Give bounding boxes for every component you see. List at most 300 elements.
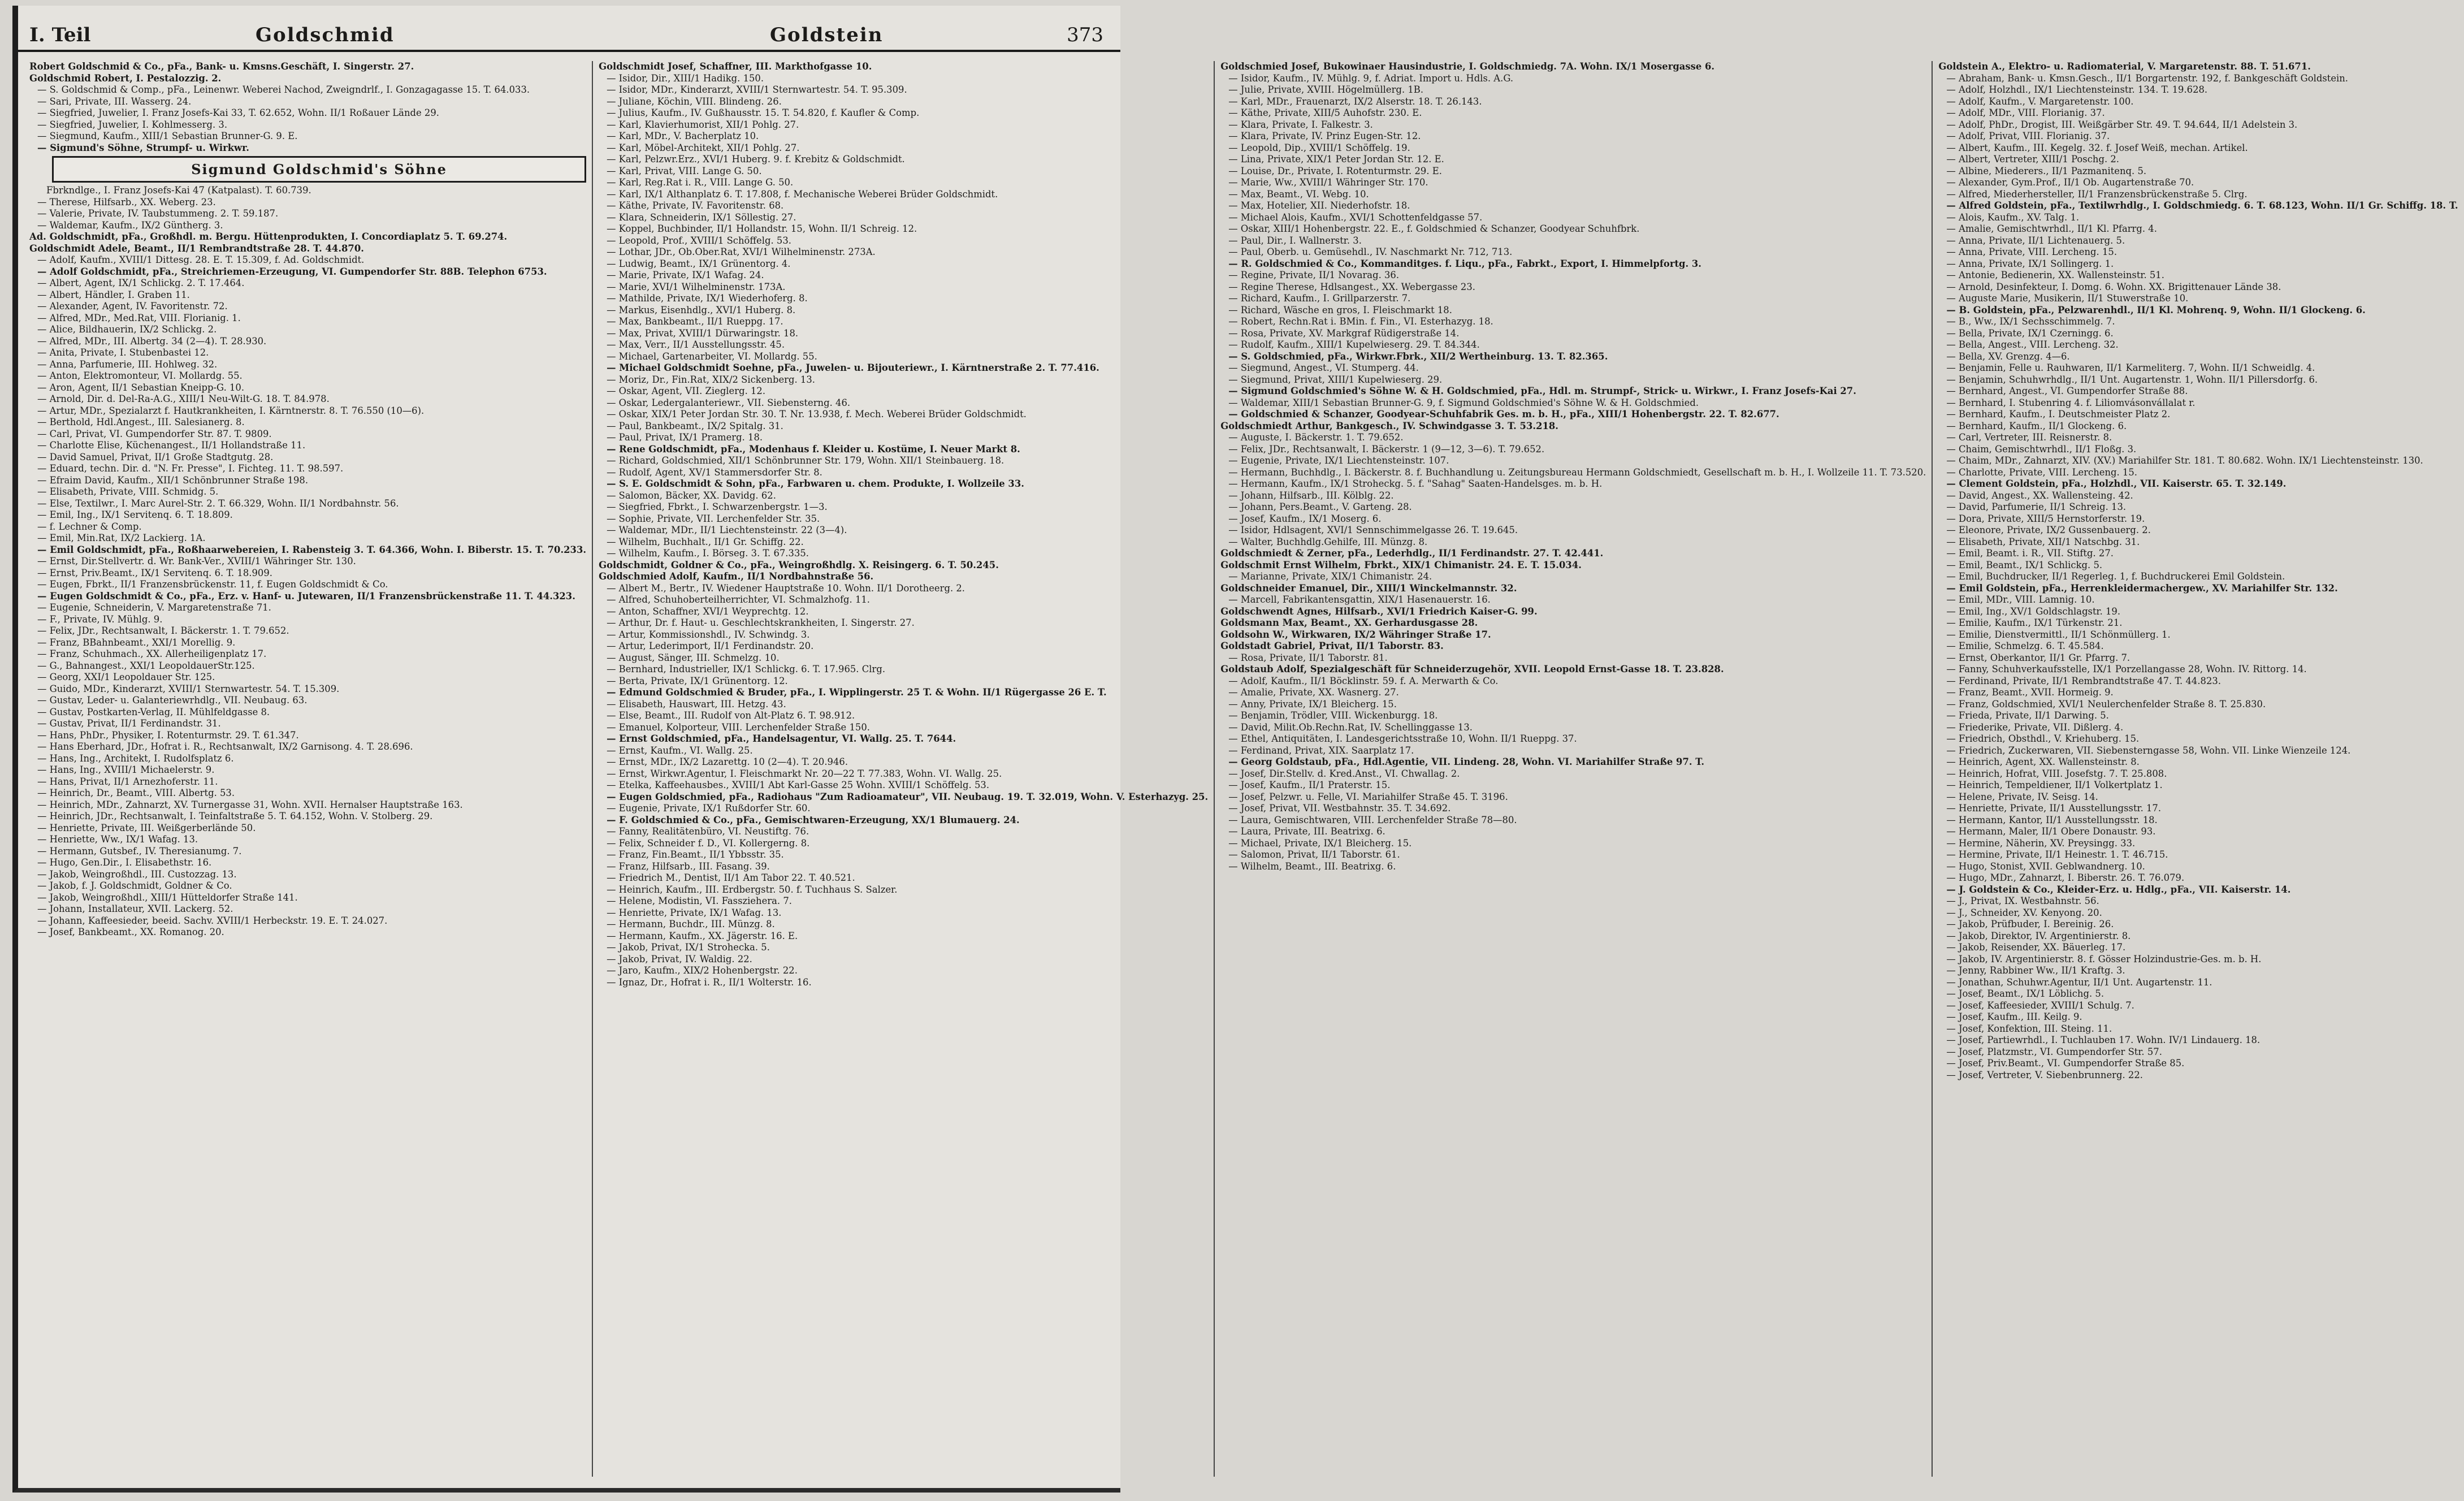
directory-entry: — Henriette, Private, IX/1 Wafag. 13. [607,907,782,918]
directory-entry: — Artur, Kommissionshdl., IV. Schwindg. 3. [607,629,810,640]
directory-entry: — Richard, Wäsche en gros, I. Fleischmarkt 18. [1228,304,1452,315]
directory-entry: — Louise, Dr., Private, I. Rotenturmstr. 29. E. [1228,165,1442,176]
column-4 [1933,61,2463,1477]
directory-heading-entry: — Edmund Goldschmied & Bruder, pFa., I. Wipplingerstr. 25 T. & Wohn. II/1 Rügergasse 26 E. T. [607,687,1107,698]
directory-entry: — Valerie, Private, IV. Taubstummeng. 2. T. 59.187. [37,208,279,219]
directory-entry: — Josef, Kaffeesieder, XVIII/1 Schulg. 7. [1946,1000,2134,1011]
directory-entry: — Josef, Dir.Stellv. d. Kred.Anst., VI. Chwallag. 2. [1228,768,1460,779]
column-2 [593,61,1215,1477]
directory-entry: — Karl, Möbel-Architekt, XII/1 Pohlg. 27. [607,142,800,153]
directory-entry: — Berta, Private, IX/1 Grünentorg. 12. [607,675,788,686]
directory-entry: — Bernhard, Industrieller, IX/1 Schlickg. 6. T. 17.965. Clrg. [607,664,886,674]
directory-entry: — Bella, Angest., VIII. Lercheng. 32. [1946,339,2119,350]
directory-entry: — Bernhard, Angest., VI. Gumpendorfer Straße 88. [1946,386,2188,396]
directory-entry: — Benjamin, Trödler, VIII. Wickenburgg. 18. [1228,710,1438,721]
directory-entry: — Hermann, Gutsbef., IV. Theresianumg. 7. [37,845,242,857]
column-3 [1215,61,1933,1477]
directory-entry: — Siegmund, Kaufm., XIII/1 Sebastian Brunner-G. 9. E. [37,131,298,141]
directory-entry: — Bernhard, Kaufm., II/1 Glockeng. 6. [1946,420,2127,431]
directory-entry: — Rudolf, Agent, XV/1 Stammersdorfer Str. 8. [607,466,822,478]
directory-entry: — Adolf, Holzhdl., IX/1 Liechtensteinstr. 134. T. 19.628. [1946,84,2208,95]
directory-entry: — Ferdinand, Privat, XIX. Saarplatz 17. [1228,745,1414,756]
directory-heading-entry: — Sigmund's Söhne, Strumpf- u. Wirkwr. [37,142,250,153]
directory-entry: — Josef, Kaufm., IX/1 Moserg. 6. [1228,513,1382,524]
directory-entry: — Karl, MDr., Frauenarzt, IX/2 Alserstr. 18. T. 26.143. [1228,96,1482,107]
directory-heading-entry: Goldstaub Adolf, Spezialgeschäft für Schneiderzugehör, XVII. Leopold Ernst-Gasse 18. T. 23.828. [1220,664,1724,674]
page-header [18,16,1120,52]
directory-entry: — Henriette, Private, II/1 Ausstellungsstr. 17. [1946,803,2162,814]
directory-entry: — Albert, Kaufm., III. Kegelg. 32. f. Josef Weiß, mechan. Artikel. [1946,142,2248,153]
directory-heading-entry: — Emil Goldschmidt, pFa., Roßhaarwebereien, I. Rabensteig 3. T. 64.366, Wohn. I. Biberstr. 15. T. 70.233. [37,544,587,555]
directory-entry: — Alfred, MDr., III. Albertg. 34 (2—4). T. 28.930. [37,335,267,347]
directory-entry: — Jaro, Kaufm., XIX/2 Hohenbergstr. 22. [607,965,798,976]
directory-entry: — Alfred, Schuhoberteilherrichter, VI. Schmalzhofg. 11. [607,594,871,605]
directory-entry: — Hans, PhDr., Physiker, I. Rotenturmstr. 29. T. 61.347. [37,729,299,741]
directory-entry: — Siegfried, Juwelier, I. Franz Josefs-Kai 33, T. 62.652, Wohn. II/1 Roßauer Lände 29. [37,107,439,118]
directory-entry: — Heinrich, Hofrat, VIII. Josefstg. 7. T. 25.808. [1946,768,2167,779]
directory-entry: — Klara, Schneiderin, IX/1 Söllestig. 27. [607,211,796,223]
directory-entry: — Josef, Bankbeamt., XX. Romanog. 20. [37,927,224,937]
directory-entry: — J., Privat, IX. Westbahnstr. 56. [1946,896,2099,906]
directory-heading-entry: — Eugen Goldschmied, pFa., Radiohaus "Zum Radioamateur", VII. Neubaug. 19. T. 32.019, Wohn. V. Esterhazyg. 25. [607,791,1209,802]
directory-entry: — Leopold, Prof., XVIII/1 Schöffelg. 53. [607,235,791,246]
directory-entry: — Ernst, Kaufm., VI. Wallg. 25. [607,745,753,756]
directory-entry: — J., Schneider, XV. Kenyong. 20. [1946,907,2102,918]
directory-entry: — David Samuel, Privat, II/1 Große Stadtgutg. 28. [37,451,274,462]
directory-entry: — Anna, Private, VIII. Lercheng. 15. [1946,246,2117,257]
directory-entry: — Jakob, Reisender, XX. Bäuerleg. 17. [1946,942,2126,953]
directory-entry: — Hermine, Näherin, XV. Preysingg. 33. [1946,837,2136,849]
directory-entry: — Alois, Kaufm., XV. Talg. 1. [1946,211,2080,223]
directory-entry: — Waldemar, MDr., II/1 Liechtensteinstr. 22 (3—4). [607,525,847,535]
directory-entry: — Ernst, Wirkwr.Agentur, I. Fleischmarkt Nr. 20—22 T. 77.383, Wohn. VI. Wallg. 25. [607,768,1002,779]
directory-entry: — Albert, Vertreter, XIII/1 Poschg. 2. [1946,154,2120,165]
directory-entry: — Artur, Lederimport, II/1 Ferdinandstr. 20. [607,641,814,651]
directory-entry: — Hermann, Buchhdlg., I. Bäckerstr. 8. f. Buchhandlung u. Zeitungsbureau Hermann Goldschmiedt, Gesellschaft m. b. H., I. Wollzeile 11. T. 73.520. [1228,466,1926,478]
directory-entry: — Hans, Ing., XVIII/1 Michaelerstr. 9. [37,764,215,775]
directory-entry: — Isidor, Dir., XIII/1 Hadikg. 150. [607,72,764,84]
directory-entry: — Eleonore, Private, IX/2 Gussenbauerg. 2. [1946,525,2151,535]
directory-entry: — Amalie, Gemischtwrhdl., II/1 Kl. Pfarrg. 4. [1946,223,2157,234]
directory-entry: — Julius, Kaufm., IV. Gußhausstr. 15. T. 54.820, f. Kaufler & Comp. [607,107,920,118]
directory-entry: — Antonie, Bedienerin, XX. Wallensteinstr. 51. [1946,270,2164,280]
directory-entry: — Friedrich, Zuckerwaren, VII. Siebensterngasse 58, Wohn. VII. Linke Wienzeile 124. [1946,745,2351,756]
directory-entry: — Emil, Beamt. i. R., VII. Stiftg. 27. [1946,548,2114,559]
directory-entry: — Oskar, XIII/1 Hohenbergstr. 22. E., f. Goldschmied & Schanzer, Goodyear Schuhfbrk. [1228,223,1640,234]
directory-entry: — Josef, Konfektion, III. Steing. 11. [1946,1023,2112,1034]
directory-entry: — Felix, JDr., Rechtsanwalt, I. Bäckerstr. 1. T. 79.652. [37,625,289,636]
directory-entry: — Jakob, f. J. Goldschmidt, Goldner & Co. [37,880,232,891]
directory-entry: — Ignaz, Dr., Hofrat i. R., II/1 Wolterstr. 16. [607,976,812,988]
directory-heading-entry: — J. Goldstein & Co., Kleider-Erz. u. Hdlg., pFa., VII. Kaiserstr. 14. [1946,884,2291,895]
directory-entry: — Henriette, Ww., IX/1 Wafag. 13. [37,834,198,845]
directory-entry: — Anna, Parfumerie, III. Hohlweg. 32. [37,358,218,370]
directory-entry: — Anna, Private, IX/1 Sollingerg. 1. [1946,258,2114,269]
directory-entry: — Josef, Partiewrhdl., I. Tuchlauben 17. Wohn. IV/1 Lindauerg. 18. [1946,1035,2261,1045]
directory-entry: — Jakob, Prüfbuder, I. Bereinig. 26. [1946,919,2114,929]
directory-entry: — F., Private, IV. Mühlg. 9. [37,613,163,625]
directory-entry: — Elisabeth, Private, XII/1 Natschbg. 31. [1946,536,2140,547]
directory-entry: — B., Ww., IX/1 Sechsschimmelg. 7. [1946,316,2115,327]
directory-heading-entry: — Clement Goldstein, pFa., Holzhdl., VII. Kaiserstr. 65. T. 32.149. [1946,478,2287,489]
directory-entry: — Hugo, Gen.Dir., I. Elisabethstr. 16. [37,857,212,868]
directory-entry: — Emil, Buchdrucker, II/1 Regerleg. 1, f. Buchdruckerei Emil Goldstein. [1946,571,2285,582]
directory-entry: — Elisabeth, Hauswart, III. Hetzg. 43. [607,698,786,710]
directory-entry: — Charlotte, Private, VIII. Lercheng. 15. [1946,466,2137,478]
directory-entry: — Jonathan, Schuhwr.Agentur, II/1 Unt. Augartenstr. 11. [1946,976,2212,988]
directory-entry: — Laura, Private, III. Beatrixg. 6. [1228,826,1385,837]
directory-entry: — Johann, Pers.Beamt., V. Garteng. 28. [1228,501,1412,512]
directory-entry: — Regine Therese, Hdlsangest., XX. Webergasse 23. [1228,281,1475,292]
directory-heading-entry: Goldschmied Adolf, Kaufm., II/1 Nordbahnstraße 56. [599,571,874,582]
directory-entry: — Anton, Schaffner, XVI/1 Weyprechtg. 12. [607,605,809,617]
directory-entry: — Rosa, Private, XV. Markgraf Rüdigerstraße 14. [1228,327,1460,339]
directory-entry: — Friederike, Private, VII. Dißlerg. 4. [1946,721,2124,733]
directory-entry: — Helene, Modistin, VI. Fassziehera. 7. [607,896,792,906]
directory-entry: — Julie, Private, XVIII. Högelmüllerg. 1B. [1228,84,1424,95]
directory-entry: — Wilhelm, Buchhalt., II/1 Gr. Schiffg. 22. [607,536,804,547]
directory-entry: — Franz, Hilfsarb., III. Fasang. 39. [607,860,770,872]
directory-entry: — Karl, Pelzwr.Erz., XVI/1 Huberg. 9. f. Krebitz & Goldschmidt. [607,154,905,165]
directory-entry: — Emilie, Kaufm., IX/1 Türkenstr. 21. [1946,617,2123,628]
directory-entry: — Hermann, Maler, II/1 Obere Donaustr. 93. [1946,826,2156,837]
directory-entry: — Ethel, Antiquitäten, I. Landesgerichtsstraße 10, Wohn. II/1 Rueppg. 37. [1228,733,1577,744]
directory-entry: — Albert, Händler, I. Graben 11. [37,289,190,300]
directory-entry: — Albert, Agent, IX/1 Schlickg. 2. T. 17.464. [37,278,245,288]
directory-entry: — Max, Bankbeamt., II/1 Rueppg. 17. [607,316,783,327]
directory-entry: — Therese, Hilfsarb., XX. Weberg. 23. [37,196,216,207]
directory-entry: — Friedrich M., Dentist, II/1 Am Tabor 22. T. 40.521. [607,872,855,883]
directory-entry: — Georg, XXI/1 Leopoldauer Str. 125. [37,672,215,682]
directory-heading-entry: Goldschwendt Agnes, Hilfsarb., XVI/1 Friedrich Kaiser-G. 99. [1220,605,1538,617]
directory-entry: — Charlotte Elise, Küchenangest., II/1 Hollandstraße 11. [37,440,306,451]
running-head-left: Goldschmid [256,24,395,46]
directory-entry: — Johann, Installateur, XVII. Lackerg. 52. [37,903,233,914]
directory-heading-entry: — Eugen Goldschmidt & Co., pFa., Erz. v. Hanf- u. Jutewaren, II/1 Franzensbrückenstraße 11. T. 44.323. [37,590,575,602]
directory-entry: — Siegmund, Privat, XIII/1 Kupelwieserg. 29. [1228,374,1443,385]
directory-entry: — Efraim David, Kaufm., XII/1 Schönbrunner Straße 198. [37,474,309,486]
directory-entry: — Hermine, Private, II/1 Heinestr. 1. T. 46.715. [1946,849,2168,860]
directory-entry: — Fanny, Realitätenbüro, VI. Neustiftg. 76. [607,826,809,837]
directory-entry: — Heinrich, JDr., Rechtsanwalt, I. Teinfaltstraße 5. T. 64.152, Wohn. V. Stolberg. 29. [37,811,433,821]
directory-entry: — Carl, Vertreter, III. Reisnerstr. 8. [1946,432,2112,443]
directory-entry: — Klara, Private, IV. Prinz Eugen-Str. 12. [1228,131,1421,141]
directory-entry: — Markus, Eisenhdlg., XVI/1 Huberg. 8. [607,304,796,315]
directory-entry: — Franz, Fin.Beamt., II/1 Ybbsstr. 35. [607,849,784,860]
directory-entry: — Emilie, Schmelzg. 6. T. 45.584. [1946,641,2104,651]
directory-entry: — Mathilde, Private, IX/1 Wiederhoferg. 8. [607,293,808,304]
directory-heading-entry: — B. Goldstein, pFa., Pelzwarenhdl., II/1 Kl. Mohrenq. 9, Wohn. II/1 Glockeng. 6. [1946,304,2366,315]
directory-entry: — Adolf, PhDr., Drogist, III. Weißgärber Str. 49. T. 94.644, II/1 Adelstein 3. [1946,119,2298,130]
directory-entry: — Josef, Pelzwr. u. Felle, VI. Mariahilfer Straße 45. T. 3196. [1228,791,1508,802]
directory-entry: Fbrkndlge., I. Franz Josefs-Kai 47 (Katpalast). T. 60.739. [46,185,311,196]
directory-entry: — Etelka, Kaffeehausbes., XVIII/1 Abt Karl-Gasse 25 Wohn. XVIII/1 Schöffelg. 53. [607,780,990,790]
directory-entry: — Alexander, Agent, IV. Favoritenstr. 72. [37,301,228,312]
directory-entry: — Carl, Privat, VI. Gumpendorfer Str. 87. T. 9809. [37,428,272,439]
directory-entry: — Anna, Private, II/1 Lichtenauerg. 5. [1946,235,2125,246]
directory-entry: — Anny, Private, IX/1 Bleicherg. 15. [1228,698,1397,710]
directory-entry: — August, Sänger, III. Schmelzg. 10. [607,652,780,663]
directory-entry: — Jakob, Direktor, IV. Argentinierstr. 8. [1946,930,2131,941]
directory-entry: — Karl, IX/1 Althanplatz 6. T. 17.808, f. Mechanische Weberei Brüder Goldschmidt. [607,188,998,200]
directory-entry: — Johann, Hilfsarb., III. Kölblg. 22. [1228,490,1394,501]
directory-heading-entry: Goldstadt Gabriel, Privat, II/1 Taborstr. 83. [1220,641,1444,651]
directory-entry: — Karl, Klavierhumorist, XII/1 Pohlg. 27. [607,119,799,130]
directory-heading-entry: Goldschmit Ernst Wilhelm, Fbrkt., XIX/1 Chimanistr. 24. E. T. 15.034. [1220,559,1582,570]
directory-entry: — Emanuel, Kolporteur, VIII. Lerchenfelder Straße 150. [607,721,870,733]
directory-entry: — f. Lechner & Comp. [37,521,142,532]
directory-heading-entry: Goldsmann Max, Beamt., XX. Gerhardusgasse 28. [1220,617,1478,628]
directory-entry: — Heinrich, Tempeldiener, II/1 Volkertplatz 1. [1946,780,2163,790]
directory-entry: — Max, Verr., II/1 Ausstellungsstr. 45. [607,339,785,350]
directory-entry: — Arthur, Dr. f. Haut- u. Geschlechtskrankheiten, I. Singerstr. 27. [607,617,915,628]
directory-entry: — Eugenie, Private, IX/1 Liechtensteinstr. 107. [1228,455,1449,466]
directory-entry: — Josef, Priv.Beamt., VI. Gumpendorfer Straße 85. [1946,1058,2185,1069]
directory-entry: — Paul, Bankbeamt., IX/2 Spitalg. 31. [607,420,783,431]
directory-heading-entry: — Sigmund Goldschmied's Söhne W. & H. Goldschmied, pFa., Hdl. m. Strumpf-, Strick- u. Wirkwr., I. Franz Josefs-Kai 27. [1228,386,1856,396]
directory-heading-entry: Goldschmiedt & Zerner, pFa., Lederhdlg., II/1 Ferdinandstr. 27. T. 42.441. [1220,548,1604,559]
directory-entry: — Adolf, Kaufm., XVIII/1 Dittesg. 28. E. T. 15.309, f. Ad. Goldschmidt. [37,254,365,265]
directory-entry: — Laura, Gemischtwaren, VIII. Lerchenfelder Straße 78—80. [1228,814,1517,825]
directory-heading-entry: Ad. Goldschmidt, pFa., Großhdl. m. Bergu. Hüttenprodukten, I. Concordiaplatz 5. T. 69.274. [29,231,508,242]
directory-entry: — Käthe, Private, IV. Favoritenstr. 68. [607,200,784,211]
directory-entry: — Regine, Private, II/1 Novarag. 36. [1228,270,1400,280]
directory-entry: — Gustav, Privat, II/1 Ferdinandstr. 31. [37,718,221,729]
directory-entry: — Emil, Beamt., IX/1 Schlickg. 5. [1946,559,2103,570]
directory-entry: — Käthe, Private, XIII/5 Auhofstr. 230. E. [1228,107,1422,118]
directory-entry: — Rudolf, Kaufm., XIII/1 Kupelwieserg. 29. T. 84.344. [1228,339,1480,350]
directory-entry: — Karl, MDr., V. Bacherplatz 10. [607,131,759,141]
directory-entry: — Franz, Beamt., XVII. Hormeig. 9. [1946,687,2114,698]
directory-entry: — Siegmund, Angest., VI. Stumperg. 44. [1228,362,1419,373]
directory-entry: — Josef, Privat, VII. Westbahnstr. 35. T. 34.692. [1228,803,1451,814]
directory-entry: — Arnold, Dir. d. Del-Ra-A.G., XIII/1 Neu-Wilt-G. 18. T. 84.978. [37,393,330,404]
directory-entry: — Robert, Rechn.Rat i. BMin. f. Fin., VI. Esterhazyg. 18. [1228,316,1493,327]
directory-entry: — Siegfried, Juwelier, I. Kohlmesserg. 3. [37,119,228,130]
directory-heading-entry: — Alfred Goldstein, pFa., Textilwrhdlg., I. Goldschmiedg. 6. T. 68.123, Wohn. II/1 Gr. Schiffg. 18. T. [1946,200,2458,211]
directory-entry: — Hermann, Kaufm., IX/1 Stroheckg. 5. f. "Sahag" Saaten-Handelsges. m. b. H. [1228,478,1603,489]
directory-entry: — Bella, Private, IX/1 Czerningg. 6. [1946,327,2114,339]
directory-entry: — Marie, XVI/1 Wilhelminenstr. 173A. [607,281,786,292]
directory-entry: — Johann, Kaffeesieder, beeid. Sachv. XVIII/1 Herbeckstr. 19. E. T. 24.027. [37,915,388,926]
directory-entry: — Adolf, Kaufm., II/1 Böcklinstr. 59. f. A. Merwarth & Co. [1228,675,1499,686]
directory-entry: — Oskar, Agent, VII. Zieglerg. 12. [607,386,766,396]
directory-entry: — Max, Beamt., VI. Webg. 10. [1228,188,1369,200]
directory-entry: — David, Parfumerie, II/1 Schreig. 13. [1946,501,2127,512]
directory-entry: — Elisabeth, Private, VIII. Schmidg. 5. [37,486,219,497]
directory-heading-entry: — Ernst Goldschmied, pFa., Handelsagentur, VI. Wallg. 25. T. 7644. [607,733,956,744]
directory-entry: — Karl, Privat, VIII. Lange G. 50. [607,165,762,176]
directory-entry: — Dora, Private, XIII/5 Hernstorferstr. 19. [1946,513,2145,524]
directory-entry: — Oskar, XIX/1 Peter Jordan Str. 30. T. Nr. 13.938, f. Mech. Weberei Brüder Goldschmidt. [607,409,1027,419]
directory-heading-entry: Goldschmiedt Arthur, Bankgesch., IV. Schwindgasse 3. T. 53.218. [1220,420,1558,431]
directory-entry: — Lina, Private, XIX/1 Peter Jordan Str. 12. E. [1228,154,1444,165]
directory-entry: — Berthold, Hdl.Angest., III. Salesianerg. 8. [37,417,245,427]
directory-entry: — Arnold, Desinfekteur, I. Domg. 6. Wohn. XX. Brigittenauer Lände 38. [1946,281,2281,292]
directory-entry: — Josef, Kaufm., III. Keilg. 9. [1946,1011,2082,1022]
directory-entry: — Marcell, Fabrikantensgattin, XIX/1 Hasenauerstr. 16. [1228,594,1491,605]
directory-heading-entry: Goldsohn W., Wirkwaren, IX/2 Währinger Straße 17. [1220,629,1491,640]
directory-entry: — Hans, Privat, II/1 Arnezhoferstr. 11. [37,776,218,787]
directory-entry: — Alfred, Miederhersteller, II/1 Franzensbrückenstraße 5. Clrg. [1946,188,2248,200]
directory-entry: — Eugenie, Private, IX/1 Rußdorfer Str. 60. [607,803,811,814]
directory-entry: — Paul, Dir., I. Wallnerstr. 3. [1228,235,1362,246]
directory-entry: — Jakob, Weingroßhdl., XIII/1 Hütteldorfer Straße 141. [37,892,298,903]
directory-entry: — Siegfried, Fbrkt., I. Schwarzenbergstr. 1—3. [607,501,828,512]
directory-entry: — Emil, MDr., VIII. Lamnig. 10. [1946,594,2095,605]
directory-entry: — Waldemar, XIII/1 Sebastian Brunner-G. 9, f. Sigmund Goldschmied's Söhne W. & H. Goldschmied. [1228,397,1699,408]
directory-entry: — Heinrich, MDr., Zahnarzt, XV. Turnergasse 31, Wohn. XVII. Hernalser Hauptstraße 163. [37,799,463,810]
directory-entry: — Max, Hotelier, XII. Niederhofstr. 18. [1228,200,1410,211]
directory-entry: — Alexander, Gym.Prof., II/1 Ob. Augartenstraße 70. [1946,177,2194,188]
section-label: I. Teil [29,24,91,46]
directory-entry: — Alice, Bildhauerin, IX/2 Schlickg. 2. [37,324,217,335]
directory-entry: — Alfred, MDr., Med.Rat, VIII. Florianig. 1. [37,312,241,323]
directory-entry: — Michael, Private, IX/1 Bleicherg. 15. [1228,837,1412,849]
directory-entry: — Emil, Ing., IX/1 Servitenq. 6. T. 18.809. [37,509,233,520]
directory-entry: — David, Angest., XX. Wallensteing. 42. [1946,490,2133,501]
directory-heading-entry: — Emil Goldstein, pFa., Herrenkleidermachergew., XV. Mariahilfer Str. 132. [1946,582,2338,594]
directory-entry: — Richard, Goldschmied, XII/1 Schönbrunner Str. 179, Wohn. XII/1 Steinbauerg. 18. [607,455,1004,466]
directory-entry: — Adolf, Privat, VIII. Florianig. 37. [1946,131,2110,141]
directory-entry: — Salomon, Bäcker, XX. Davidg. 62. [607,490,776,501]
directory-entry: — Isidor, MDr., Kinderarzt, XVIII/1 Sternwartestr. 54. T. 95.309. [607,84,907,95]
directory-entry: — Michael Alois, Kaufm., XVI/1 Schottenfeldgasse 57. [1228,211,1483,223]
directory-entry: — S. Goldschmid & Comp., pFa., Leinenwr. Weberei Nachod, Zweigndrlf., I. Gonzagagasse 15. T. 64.033. [37,84,530,95]
directory-entry: — Sari, Private, III. Wasserg. 24. [37,96,192,107]
directory-entry: — Salomon, Privat, II/1 Taborstr. 61. [1228,849,1400,860]
directory-entry: — Heinrich, Dr., Beamt., VIII. Albertg. 53. [37,788,235,798]
directory-heading-entry: — S. Goldschmied, pFa., Wirkwr.Fbrk., XII/2 Wertheinburg. 13. T. 82.365. [1228,351,1608,362]
directory-entry: — Hermann, Buchdr., III. Münzg. 8. [607,919,775,929]
directory-entry: — Marie, Ww., XVIII/1 Währinger Str. 170. [1228,177,1428,188]
directory-entry: — Emil, Ing., XV/1 Goldschlagstr. 19. [1946,605,2121,617]
directory-entry: — Hans Eberhard, JDr., Hofrat i. R., Rechtsanwalt, IX/2 Garnisong. 4. T. 28.696. [37,741,413,752]
directory-entry: — Josef, Vertreter, V. Siebenbrunnerg. 22. [1946,1069,2143,1080]
directory-entry: — Helene, Private, IV. Seisg. 14. [1946,791,2098,802]
directory-entry: — Auguste, I. Bäckerstr. 1. T. 79.652. [1228,432,1404,443]
directory-entry: — Jakob, Privat, IV. Waldig. 22. [607,953,752,964]
advertisement-box: Sigmund Goldschmid's Söhne [52,156,586,183]
directory-entry: — Albine, Miederers., II/1 Pazmanitenq. 5. [1946,165,2147,176]
directory-heading-entry: Goldschmidt, Goldner & Co., pFa., Weingroßhdlg. X. Reisingerg. 6. T. 50.245. [599,559,999,570]
directory-heading-entry: — F. Goldschmied & Co., pFa., Gemischtwaren-Erzeugung, XX/1 Blumauerg. 24. [607,814,1020,825]
directory-heading-entry: Goldschneider Emanuel, Dir., XIII/1 Winckelmannstr. 32. [1220,582,1517,594]
page-number: 373 [1067,24,1103,46]
directory-entry: — Ernst, Dir.Stellvertr. d. Wr. Bank-Ver., XVIII/1 Währinger Str. 130. [37,556,356,566]
directory-entry: — Karl, Reg.Rat i. R., VIII. Lange G. 50. [607,177,794,188]
directory-entry: — Moriz, Dr., Fin.Rat, XIX/2 Sickenberg. 13. [607,374,815,385]
running-head-right: Goldstein [770,24,884,46]
directory-entry: — Felix, Schneider f. D., VI. Kollergerng. 8. [607,837,810,849]
directory-entry: — Henriette, Private, III. Weißgerberlände 50. [37,822,256,833]
directory-entry: — Ernst, MDr., IX/2 Lazarettg. 10 (2—4). T. 20.946. [607,756,848,767]
column-1 [24,61,593,1477]
directory-heading-entry: — R. Goldschmied & Co., Kommanditges. f. Liqu., pFa., Fabrkt., Export, I. Himmelpfortg. 3. [1228,258,1702,269]
directory-entry: — Friedrich, Obsthdl., V. Kriehuberg. 15. [1946,733,2140,744]
directory-entry: — Michael, Gartenarbeiter, VI. Mollardg. 55. [607,351,817,362]
directory-entry: — Sophie, Private, VII. Lerchenfelder Str. 35. [607,513,820,524]
directory-entry: — Amalie, Private, XX. Wasnerg. 27. [1228,687,1399,698]
directory-entry: — Eugenie, Schneiderin, V. Margaretenstraße 71. [37,602,271,613]
directory-entry: — Else, Beamt., III. Rudolf von Alt-Platz 6. T. 98.912. [607,710,855,721]
directory-columns [24,61,2458,1477]
directory-heading-entry: Goldschmidt Adele, Beamt., II/1 Rembrandtstraße 28. T. 44.870. [29,243,364,254]
directory-heading-entry: — Michael Goldschmidt Soehne, pFa., Juwelen- u. Bijouteriewr., I. Kärntnerstraße 2. T. 77.416. [607,362,1099,373]
directory-entry: — Hugo, Stonist, XVII. Geblwandnerg. 10. [1946,860,2145,872]
directory-entry: — Josef, Kaufm., II/1 Praterstr. 15. [1228,780,1391,790]
directory-entry: — Waldemar, Kaufm., IX/2 Güntherg. 3. [37,219,223,231]
directory-heading-entry: — S. E. Goldschmidt & Sohn, pFa., Farbwaren u. chem. Produkte, I. Wollzeile 33. [607,478,1024,489]
directory-entry: — Paul, Oberb. u. Gemüsehdl., IV. Naschmarkt Nr. 712, 713. [1228,246,1513,257]
directory-entry: — Ernst, Priv.Beamt., IX/1 Servitenq. 6. T. 18.909. [37,567,272,578]
directory-entry: — Josef, Platzmstr., VI. Gumpendorfer Str. 57. [1946,1046,2162,1057]
directory-entry: — Chaim, Gemischtwrhdl., II/1 Floßg. 3. [1946,443,2137,455]
directory-entry: — Franz, Goldschmied, XVI/1 Neulerchenfelder Straße 8. T. 25.830. [1946,698,2266,710]
directory-entry: — Ludwig, Beamt., IX/1 Grünentorg. 4. [607,258,791,269]
directory-entry: — G., Bahnangest., XXI/1 LeopoldauerStr.125. [37,660,255,671]
directory-entry: — Anita, Private, I. Stubenbastei 12. [37,347,209,358]
directory-entry: — Leopold, Dip., XVIII/1 Schöffelg. 19. [1228,142,1410,153]
directory-entry: — Josef, Beamt., IX/1 Löblichg. 5. [1946,988,2104,999]
directory-entry: — Frieda, Private, II/1 Darwing. 5. [1946,710,2109,721]
directory-heading-entry: — Goldschmied & Schanzer, Goodyear-Schuhfabrik Ges. m. b. H., pFa., XIII/1 Hohenbergstr. 22. T. 82.677. [1228,409,1779,419]
directory-entry: — Franz, Schuhmach., XX. Allerheiligenplatz 17. [37,648,267,659]
directory-entry: — Fanny, Schuhverkaufsstelle, IX/1 Porzellangasse 28, Wohn. IV. Rittorg. 14. [1946,664,2307,674]
directory-heading-entry: — Rene Goldschmidt, pFa., Modenhaus f. Kleider u. Kostüme, I. Neuer Markt 8. [607,443,1020,455]
directory-entry: — Franz, BBahnbeamt., XXI/1 Morellig. 9. [37,637,236,648]
directory-entry: — Jakob, Weingroßhdl., III. Custozzag. 13. [37,868,237,880]
directory-entry: — Emil, Min.Rat, IX/2 Lackierg. 1A. [37,533,206,543]
directory-entry: — Benjamin, Schuhwrhdlg., II/1 Unt. Augartenstr. 1, Wohn. II/1 Pillersdorfg. 6. [1946,374,2318,385]
directory-entry: — David, Milit.Ob.Rechn.Rat, IV. Schellinggasse 13. [1228,721,1473,733]
directory-entry: — Ernst, Oberkantor, II/1 Gr. Pfarrg. 7. [1946,652,2130,663]
directory-heading-entry: — Adolf Goldschmidt, pFa., Streichriemen-Erzeugung, VI. Gumpendorfer Str. 88B. Telephon 6753. [37,266,547,277]
directory-entry: — Jakob, IV. Argentinierstr. 8. f. Gösser Holzindustrie-Ges. m. b. H. [1946,953,2262,964]
directory-entry: — Eduard, techn. Dir. d. "N. Fr. Presse", I. Fichteg. 11. T. 98.597. [37,463,344,474]
directory-heading-entry: Goldstein A., Elektro- u. Radiomaterial, V. Margaretenstr. 88. T. 51.671. [1938,61,2311,72]
directory-heading-entry: Goldschmid Robert, I. Pestalozzig. 2. [29,72,222,84]
directory-entry: — Bella, XV. Grenzg. 4—6. [1946,351,2070,362]
directory-entry: — Heinrich, Kaufm., III. Erdbergstr. 50. f. Tuchhaus S. Salzer. [607,884,898,895]
directory-entry: — Hermann, Kaufm., XX. Jägerstr. 16. E. [607,930,798,941]
directory-entry: — Auguste Marie, Musikerin, II/1 Stuwerstraße 10. [1946,293,2189,304]
directory-entry: — Marianne, Private, XIX/1 Chimanistr. 24. [1228,571,1432,582]
directory-entry: — Adolf, MDr., VIII. Florianig. 37. [1946,107,2105,118]
directory-entry: — Albert M., Bertr., IV. Wiedener Hauptstraße 10. Wohn. II/1 Dorotheerg. 2. [607,582,965,594]
directory-page [12,6,2458,1493]
directory-entry: — Walter, Buchhdlg.Gehilfe, III. Münzg. 8. [1228,536,1428,547]
directory-entry: — Heinrich, Agent, XX. Wallensteinstr. 8. [1946,756,2140,767]
directory-entry: — Felix, JDr., Rechtsanwalt, I. Bäckerstr. 1 (9—12, 3—6). T. 79.652. [1228,443,1545,455]
directory-entry: — Bernhard, I. Stubenring 4. f. Liliomvásonvállalat r. [1946,397,2195,408]
directory-entry: — Gustav, Postkarten-Verlag, II. Mühlfeldgasse 8. [37,706,270,717]
directory-entry: — Emilie, Dienstvermittl., II/1 Schönmüllerg. 1. [1946,629,2171,640]
directory-entry: — Oskar, Ledergalanteriewr., VII. Siebensterng. 46. [607,397,851,408]
directory-entry: — Klara, Private, I. Falkestr. 3. [1228,119,1373,130]
directory-entry: — Paul, Privat, IX/1 Pramerg. 18. [607,432,763,443]
directory-entry: — Hans, Ing., Architekt, I. Rudolfsplatz 6. [37,752,234,764]
directory-entry: — Gustav, Leder- u. Galanteriewrhdlg., VII. Neubaug. 63. [37,695,308,706]
directory-entry: — Max, Privat, XVIII/1 Dürwaringstr. 18. [607,327,799,339]
directory-entry: — Marie, Private, IX/1 Wafag. 24. [607,270,764,280]
directory-entry: — Else, Textilwr., I. Marc Aurel-Str. 2. T. 66.329, Wohn. II/1 Nordbahnstr. 56. [37,498,399,509]
directory-entry: — Eugen, Fbrkt., II/1 Franzensbrückenstr. 11, f. Eugen Goldschmidt & Co. [37,579,388,590]
directory-entry: — Guido, MDr., Kinderarzt, XVIII/1 Sternwartestr. 54. T. 15.309. [37,683,340,694]
directory-entry: — Rosa, Private, II/1 Taborstr. 81. [1228,652,1388,663]
directory-entry: — Ferdinand, Private, II/1 Rembrandtstraße 47. T. 44.823. [1946,675,2222,686]
directory-entry: — Aron, Agent, II/1 Sebastian Kneipp-G. 10. [37,382,245,393]
